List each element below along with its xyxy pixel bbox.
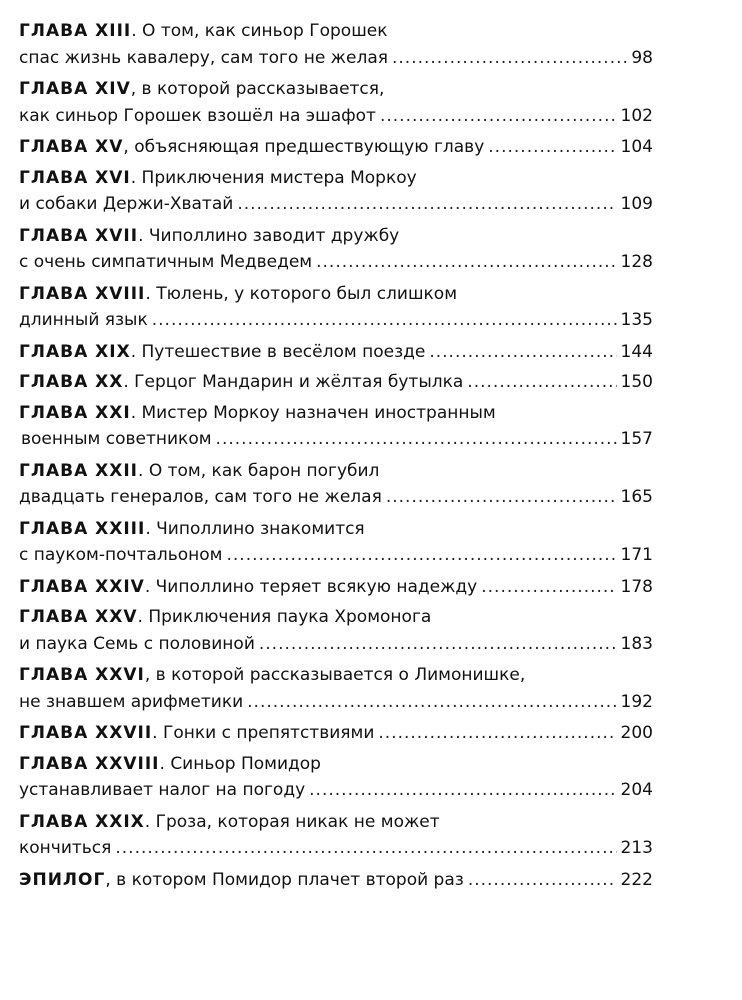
page-number: 192 <box>620 691 653 712</box>
page-number: 165 <box>620 487 653 507</box>
chapter-heading: ГЛАВА XXVIII <box>19 753 160 774</box>
page-number: 135 <box>620 310 653 330</box>
toc-entry <box>19 604 653 657</box>
toc-entry-epilogue <box>19 867 653 894</box>
dot-leader <box>216 426 617 453</box>
toc-entry-page-line <box>19 631 653 658</box>
page-number: 150 <box>620 372 653 392</box>
table-of-contents <box>19 18 653 897</box>
chapter-title: Чиполлино заводит дружбу <box>148 225 400 246</box>
heading-separator: . <box>123 372 129 392</box>
chapter-heading: ГЛАВА XXII <box>19 460 139 481</box>
chapter-heading: ГЛАВА XXIV <box>19 576 145 597</box>
heading-separator: , <box>144 665 151 685</box>
toc-entry <box>19 574 653 601</box>
chapter-title-continued: как синьор Горошек взошёл на эшафот <box>19 105 376 126</box>
chapter-heading: ГЛАВА XXIII <box>19 518 146 539</box>
page-number: 102 <box>620 105 653 126</box>
dot-leader <box>386 484 617 511</box>
dot-leader <box>488 134 616 161</box>
page-number: 144 <box>620 341 653 362</box>
toc-entry-page-line <box>19 574 653 601</box>
chapter-heading: ГЛАВА XXV <box>19 607 138 627</box>
page-number: 109 <box>620 194 653 214</box>
heading-separator: . <box>138 225 144 246</box>
toc-entry-title-line <box>19 281 653 308</box>
dot-leader <box>378 720 616 747</box>
toc-entry-page-line <box>19 542 653 569</box>
toc-entry <box>19 458 653 511</box>
heading-separator: . <box>138 460 144 481</box>
chapter-heading: ГЛАВА XVIII <box>19 283 146 304</box>
chapter-title: Герцог Мандарин и жёлтая бутылка <box>134 372 464 392</box>
chapter-title-continued: двадцать генералов, сам того не желая <box>19 487 382 507</box>
chapter-title: Тюлень, у которого был слишком <box>156 283 458 304</box>
chapter-heading: ГЛАВА XXI <box>19 402 131 423</box>
chapter-title-continued: спас жизнь кавалеру, сам того не желая <box>19 47 388 68</box>
toc-entry <box>19 134 653 161</box>
dot-leader <box>467 369 616 396</box>
toc-entry-page-line <box>19 369 653 396</box>
chapter-title: О том, как синьор Горошек <box>142 21 388 41</box>
chapter-title: Чиполлино теряет всякую надежду <box>155 576 478 597</box>
page-number: 157 <box>620 429 653 449</box>
toc-entry-title-line <box>19 809 653 836</box>
heading-separator: . <box>144 576 151 597</box>
chapter-title-continued: устанавливает налог на погоду <box>19 780 306 800</box>
toc-entry-page-line <box>19 777 653 804</box>
toc-entry <box>19 751 653 804</box>
heading-separator: . <box>152 723 158 743</box>
chapter-heading: ГЛАВА XXIX <box>19 811 145 832</box>
toc-entry <box>19 76 653 129</box>
page-number: 98 <box>631 47 653 68</box>
toc-entry <box>19 809 653 862</box>
chapter-title: в которой рассказывается, <box>141 79 385 99</box>
heading-separator: , <box>123 137 129 157</box>
heading-separator: . <box>130 402 137 423</box>
toc-entry-page-line <box>19 484 653 511</box>
toc-entry-title-line <box>19 458 653 485</box>
dot-leader <box>481 574 616 601</box>
chapter-title: объясняющая предшествующую главу <box>134 137 485 157</box>
dot-leader <box>316 249 616 276</box>
toc-entry <box>19 400 653 453</box>
toc-entry-page-line <box>19 191 653 218</box>
chapter-heading: ГЛАВА XXVII <box>19 723 153 743</box>
page-number: 200 <box>620 723 653 743</box>
toc-entry <box>19 339 653 366</box>
heading-separator: . <box>144 811 151 832</box>
chapter-heading: ГЛАВА XVI <box>19 167 131 188</box>
chapter-title: в котором Помидор плачет второй раз <box>116 869 464 890</box>
toc-entry <box>19 223 653 276</box>
chapter-title: О том, как барон погубил <box>148 460 380 481</box>
heading-separator: . <box>137 607 143 627</box>
dot-leader <box>237 191 616 218</box>
chapter-title-continued: не знавшем арифметики <box>19 691 244 712</box>
heading-separator: , <box>130 79 137 99</box>
chapter-title: Приключения мистера Моркоу <box>141 167 417 188</box>
toc-entry-page-line <box>19 134 653 161</box>
toc-entry <box>19 18 653 71</box>
chapter-title: Синьор Помидор <box>170 753 321 774</box>
chapter-title: Гроза, которая никак не может <box>155 811 440 832</box>
toc-entry-page-line <box>19 867 653 894</box>
chapter-heading: ГЛАВА XV <box>19 137 124 157</box>
toc-entry-page-line <box>19 103 653 130</box>
toc-entry-title-line <box>19 76 653 103</box>
toc-entry-page-line <box>19 249 653 276</box>
toc-entry-page-line <box>19 307 653 334</box>
dot-leader <box>392 45 627 72</box>
heading-separator: . <box>130 341 137 362</box>
toc-entry-title-line <box>19 604 653 631</box>
chapter-title-continued: кончиться <box>19 838 112 858</box>
heading-separator: . <box>159 753 165 774</box>
chapter-title-continued: длинный язык <box>19 310 148 330</box>
dot-leader <box>429 339 616 366</box>
dot-leader <box>468 867 617 894</box>
epilogue-heading: ЭПИЛОГ <box>19 869 106 890</box>
dot-leader <box>259 631 617 658</box>
dot-leader <box>152 307 617 334</box>
toc-entry-title-line <box>19 18 653 45</box>
toc-entry-page-line <box>19 720 653 747</box>
chapter-heading: ГЛАВА XX <box>19 372 124 392</box>
heading-separator: . <box>145 283 151 304</box>
chapter-heading: ГЛАВА XXVI <box>19 665 145 685</box>
heading-separator: . <box>145 518 151 539</box>
chapter-heading: ГЛАВА XVII <box>19 225 139 246</box>
page-number: 171 <box>620 545 653 565</box>
chapter-heading: ГЛАВА XIX <box>19 341 131 362</box>
heading-separator: , <box>105 869 111 890</box>
page-number: 104 <box>620 137 653 157</box>
toc-entry-page-line <box>19 835 653 862</box>
heading-separator: . <box>131 21 137 41</box>
page-number: 222 <box>620 869 653 890</box>
chapter-title: Мистер Моркоу назначен иностранным <box>141 402 496 423</box>
chapter-title-continued: с пауком-почтальоном <box>19 545 223 565</box>
page-number: 128 <box>620 252 653 272</box>
toc-entry-page-line <box>19 426 653 453</box>
page-number: 178 <box>620 576 653 597</box>
dot-leader <box>309 777 616 804</box>
toc-entry-title-line <box>19 223 653 250</box>
toc-entry <box>19 516 653 569</box>
dot-leader <box>247 689 616 716</box>
chapter-title: Чиполлино знакомится <box>156 518 365 539</box>
chapter-heading: ГЛАВА XIII <box>19 21 132 41</box>
page-number: 183 <box>620 633 653 654</box>
chapter-heading: ГЛАВА XIV <box>19 79 131 99</box>
toc-entry-title-line <box>19 400 653 427</box>
toc-entry <box>19 369 653 396</box>
chapter-title: Путешествие в весёлом поезде <box>141 341 426 362</box>
chapter-title: Приключения паука Хромонога <box>148 607 432 627</box>
toc-entry-page-line <box>19 689 653 716</box>
chapter-title: в которой рассказывается о Лимонишке, <box>155 665 526 685</box>
toc-entry-page-line <box>19 339 653 366</box>
page-number: 213 <box>620 838 653 858</box>
chapter-title-continued: с очень симпатичным Медведем <box>19 252 313 272</box>
chapter-title-continued: и паука Семь с половиной <box>19 633 255 654</box>
toc-entry-title-line <box>19 751 653 778</box>
toc-entry <box>19 281 653 334</box>
chapter-title-continued: и собаки Держи-Хватай <box>19 194 234 214</box>
toc-entry-title-line <box>19 516 653 543</box>
chapter-title: Гонки с препятствиями <box>162 723 375 743</box>
toc-entry <box>19 165 653 218</box>
chapter-title-continued: военным советником <box>21 429 212 449</box>
dot-leader <box>380 103 617 130</box>
dot-leader <box>226 542 616 569</box>
toc-entry <box>19 720 653 747</box>
toc-entry <box>19 662 653 715</box>
heading-separator: . <box>130 167 137 188</box>
dot-leader <box>115 835 616 862</box>
toc-entry-title-line <box>19 165 653 192</box>
toc-entry-page-line <box>19 45 653 72</box>
toc-entry-title-line <box>19 662 653 689</box>
page-number: 204 <box>620 780 653 800</box>
